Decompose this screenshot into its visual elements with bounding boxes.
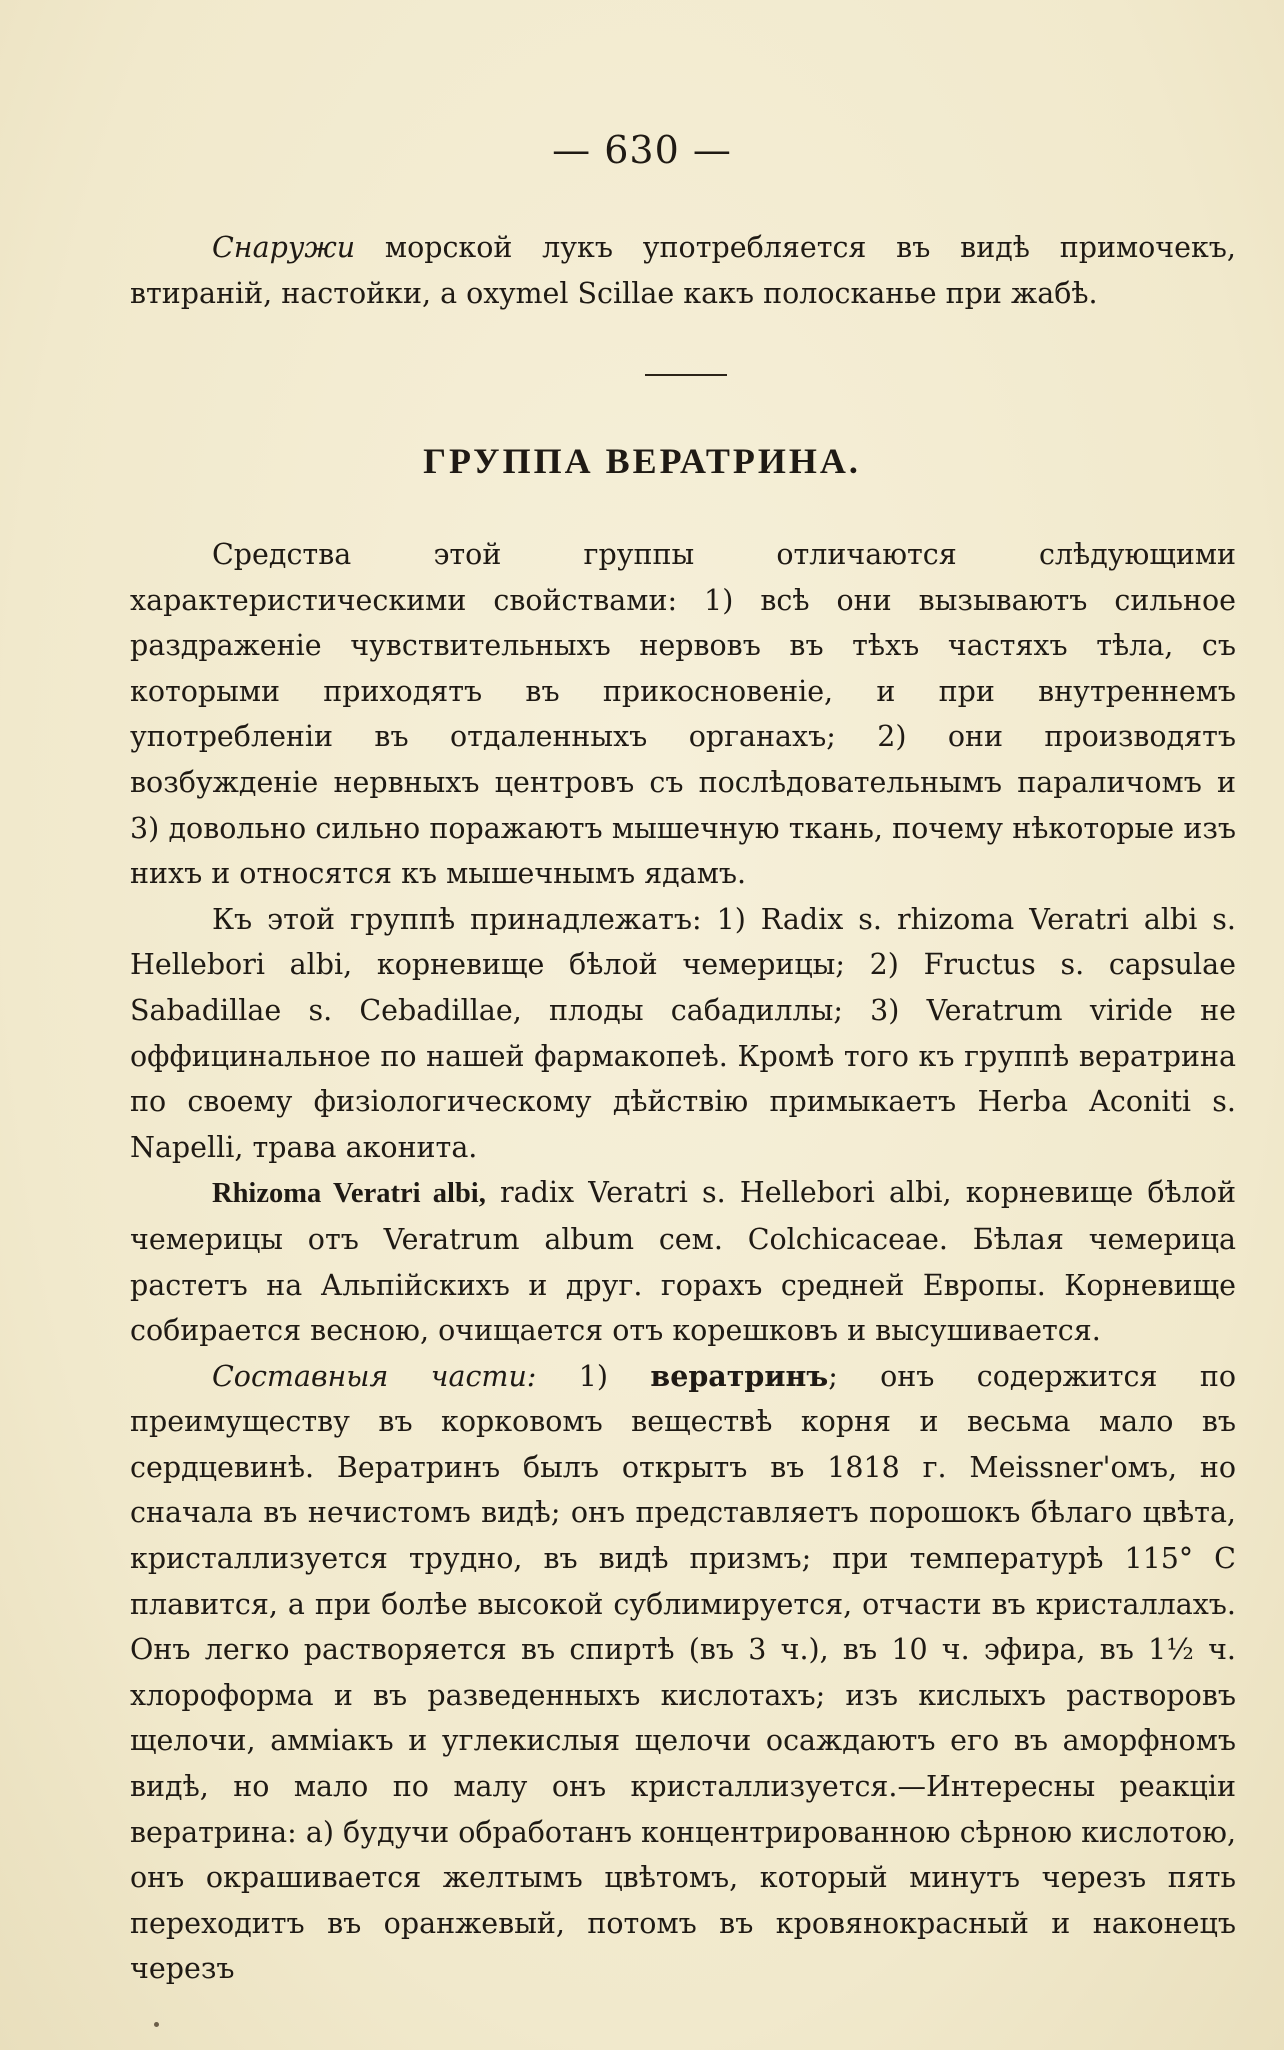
section-divider — [645, 374, 727, 376]
intro-lead: Снаружи — [212, 231, 356, 264]
paragraph-members: Къ этой группѣ принадлежатъ: 1) Radix s. rhizoma Veratri albi s. Hellebori albi, корневище бѣлой чемерицы; 2) Fructus s. capsulae Sabadillae s. Cebadillae, плоды сабадиллы; 3) Veratrum viride не оффицинальное по нашей фармакопеѣ. Кромѣ того къ группѣ вератрина по своему физіологическому дѣйствію примыкаетъ Herba Aconiti s. Napelli, трава аконита. — [130, 902, 1236, 1164]
intro-paragraph — [130, 225, 1236, 316]
rhizoma-text: radix Veratri s. Hellebori albi, корневище бѣлой чемерицы отъ Veratrum album сем. Colchicaceae. Бѣлая чемерица растетъ на Альпійскихъ и друг. горахъ средней Европы. Корневище собирается весною, очищается отъ корешковъ и высушивается. — [130, 1176, 1236, 1348]
paragraph-properties: Средства этой группы отличаются слѣдующими характеристическими свойствами: 1) всѣ они вызываютъ сильное раздраженіе чувствительныхъ нервовъ въ тѣхъ частяхъ тѣла, съ которыми приходятъ въ прикосновеніе, и при внутреннемъ употребленіи въ отдаленныхъ органахъ; 2) они производятъ возбужденіе нервныхъ центровъ съ послѣдовательнымъ параличомъ и 3) довольно сильно поражаютъ мышечную ткань, почему нѣкоторые изъ нихъ и относятся къ мышечнымъ ядамъ. — [130, 538, 1236, 891]
ink-speck — [154, 2022, 159, 2027]
constituents-number: 1) — [536, 1359, 651, 1393]
rhizoma-term: Rhizoma Veratri albi, — [212, 1178, 486, 1210]
constituents-text: ; онъ содержится по преимуществу въ корковомъ веществѣ корня и весьма мало въ сердцевинѣ. Вератринъ былъ открытъ въ 1818 г. Meissner'омъ, но сначала въ нечистомъ видѣ; онъ представляетъ порошокъ бѣлаго цвѣта, кристаллизуется трудно, въ видѣ призмъ; при температурѣ 115° С плавится, а при болѣе высокой сублимируется, отчасти въ кристаллахъ. Онъ легко растворяется въ спиртѣ (въ 3 ч.), въ 10 ч. эфира, въ 1½ ч. хлороформа и въ разведенныхъ кислотахъ; изъ кислыхъ растворовъ щелочи, амміакъ и углекислыя щелочи осаждаютъ его въ аморфномъ видѣ, но мало по малу онъ кристаллизуется.—Интересны реакціи вератрина: а) будучи обработанъ концентрированною сѣрною кислотою, онъ окрашивается желтымъ цвѣтомъ, который минутъ черезъ пять переходитъ въ оранжевый, потомъ въ кровянокрасный и наконецъ черезъ — [130, 1359, 1237, 1986]
veratrine-term: вератринъ — [650, 1358, 829, 1393]
section-heading: ГРУППА ВЕРАТРИНА. — [423, 441, 861, 481]
constituents-lead: Составныя части: — [212, 1359, 537, 1393]
page-number: — 630 — — [552, 128, 732, 172]
paragraph-rhizoma — [130, 1170, 1236, 1353]
section-body — [130, 532, 1236, 1992]
paragraph-constituents — [130, 1354, 1236, 1992]
intro-text: морской лукъ употребляется въ видѣ примочекъ, втираній, настойки, а oxymel Scillae какъ полосканье при жабѣ. — [130, 231, 1236, 310]
